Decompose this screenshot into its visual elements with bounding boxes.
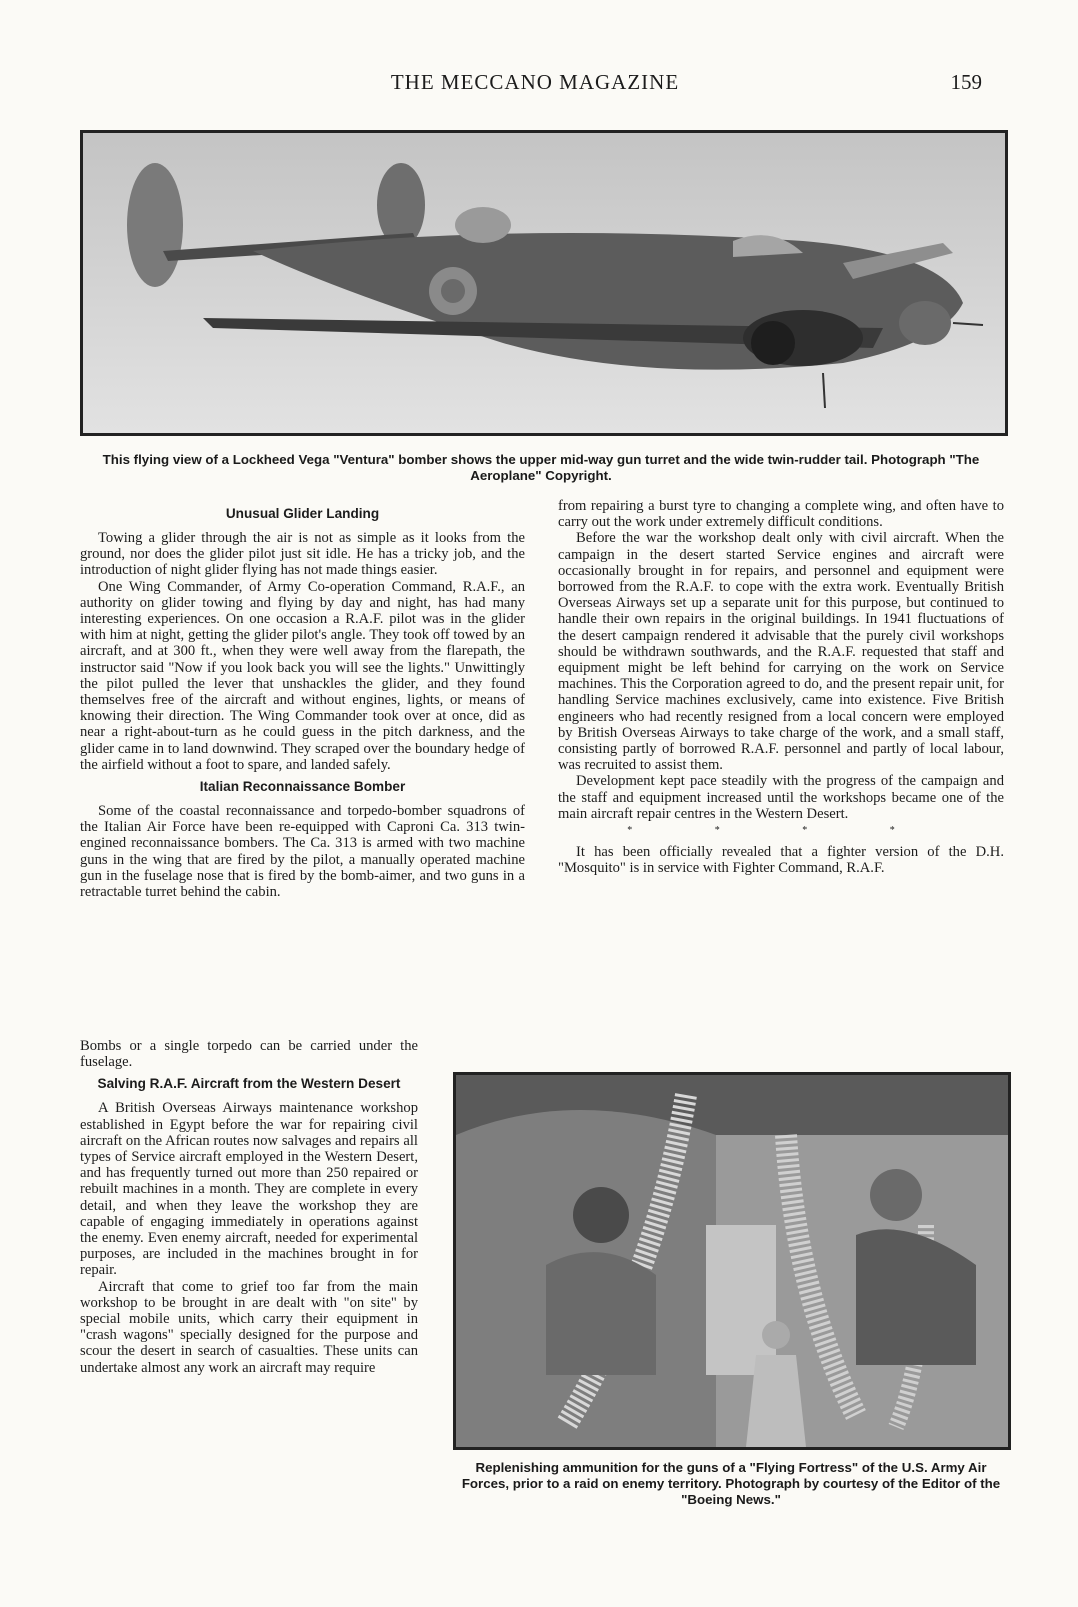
- page-number: 159: [950, 70, 982, 94]
- left-column-narrow: [80, 1038, 418, 1376]
- heading-unusual-glider-landing: Unusual Glider Landing: [225, 506, 380, 521]
- ammunition-photo: [453, 1072, 1011, 1450]
- paragraph: A British Overseas Airways maintenance workshop established in Egypt before the war for repairing civil aircraft on the African routes now salvages and repairs all types of Service aircraft employed in the Western Desert, and has frequently turned out more than 250 repaired or rebuilt machines in a month. They are complete in every detail, and when they leave the workshop they are capable of engaging immediately in operations against the enemy. Even enemy aircraft, needed for experimental purposes, are included in the machines brought in for repair.: [80, 1100, 418, 1279]
- paragraph: One Wing Commander, of Army Co-operation Command, R.A.F., an authority on glider towing and flying by day and night, has had many interesting experiences. On one occasion a R.A.F. pilot was in the glider with him at night, getting the glider pilot's angle. They took off towed by an aircraft, and at 300 ft., when they were well away from the flarepath, the instructor said "Now if you look back you will see the lights." Unwittingly the pilot pulled the lever that unshackles the glider, and they found themselves free of the aircraft and without engines, lights, or means of knowing their direction. The Wing Commander took over at once, did as near a right-about-turn as he could guess in the pitch darkness, and the glider came in to land downwind. They scraped over the boundary hedge of the airfield without a foot to spare, and landed safely.: [80, 578, 525, 773]
- bomber-photo: [80, 130, 1008, 436]
- paragraph: Aircraft that come to grief too far from the main workshop to be brought in are dealt with "on site" by special mobile units, which carry their equipment in "crash wagons" specially designed for the purpose and scour the desert in search of casualties. These units can undertake almost any work an aircraft may require: [80, 1278, 418, 1376]
- paragraph: Before the war the workshop dealt only with civil aircraft. When the campaign in the desert started Service engines and aircraft were occasionally brought in for repairs, and personnel and equipment were borrowed from the R.A.F. to cope with the extra work. Eventually British Overseas Airways set up a separate unit for this purpose, but continued to handle their own repairs in the original buildings. In 1941 fluctuations of the desert campaign rendered it advisable that the purely civil workshops should be withdrawn southwards, and the R.A.F. requested that staff and equipment might be left behind for carrying on the work on Service machines. This the Corporation agreed to do, and the present repair unit, for handling Service machines exclusively, came into existence. Five British engineers who had recently resigned from a local concern were employed by British Overseas Airways to take charge of the work, and a small staff, consisting partly of borrowed R.A.F. personnel and partly of local labour, was recruited to assist them.: [558, 530, 1004, 774]
- page-header: [80, 70, 990, 104]
- paragraph: Bombs or a single torpedo can be carried under the fuselage.: [80, 1038, 418, 1071]
- bomber-illustration: [83, 133, 1005, 433]
- left-column: [80, 500, 525, 900]
- paragraph: Towing a glider through the air is not as simple as it looks from the ground, nor does the glider pilot just sit idle. He has a tricky job, and the introduction of night glider flying has not made things easier.: [80, 530, 525, 579]
- paragraph: Development kept pace steadily with the progress of the campaign and the staff and equipment increased until the workshops became one of the main aircraft repair centres in the Western Desert.: [558, 773, 1004, 822]
- section-separator: * * * *: [627, 825, 935, 837]
- right-column: [558, 498, 1004, 876]
- heading-italian-reconnaissance-bomber: Italian Reconnaissance Bomber: [199, 779, 406, 795]
- heading-salving-raf-aircraft: Salving R.A.F. Aircraft from the Western Desert: [97, 1076, 401, 1092]
- paragraph: It has been officially revealed that a fighter version of the D.H. "Mosquito" is in service with Fighter Command, R.A.F.: [558, 844, 1004, 877]
- ammunition-illustration: [456, 1075, 1008, 1447]
- magazine-title: THE MECCANO MAGAZINE: [390, 70, 680, 94]
- paragraph: Some of the coastal reconnaissance and torpedo-bomber squadrons of the Italian Air Force have been re-equipped with Caproni Ca. 313 twin-engined reconnaissance bombers. The Ca. 313 is armed with two machine guns in the wing that are fired by the pilot, a manually operated machine gun in the fuselage nose that is fired by the bomb-aimer, and two guns in a retractable turret behind the cabin.: [80, 803, 525, 901]
- bottom-photo-caption: Replenishing ammunition for the guns of a "Flying Fortress" of the U.S. Army Air Forces, prior to a raid on enemy territory. Photograph by courtesy of the Editor of the "Boeing News.": [461, 1460, 1001, 1507]
- top-photo-caption: This flying view of a Lockheed Vega "Ventura" bomber shows the upper mid-way gun turret and the wide twin-rudder tail. Photograph "The Aeroplane" Copyright.: [102, 452, 980, 483]
- paragraph: from repairing a burst tyre to changing a complete wing, and often have to carry out the work under extremely difficult conditions.: [558, 498, 1004, 531]
